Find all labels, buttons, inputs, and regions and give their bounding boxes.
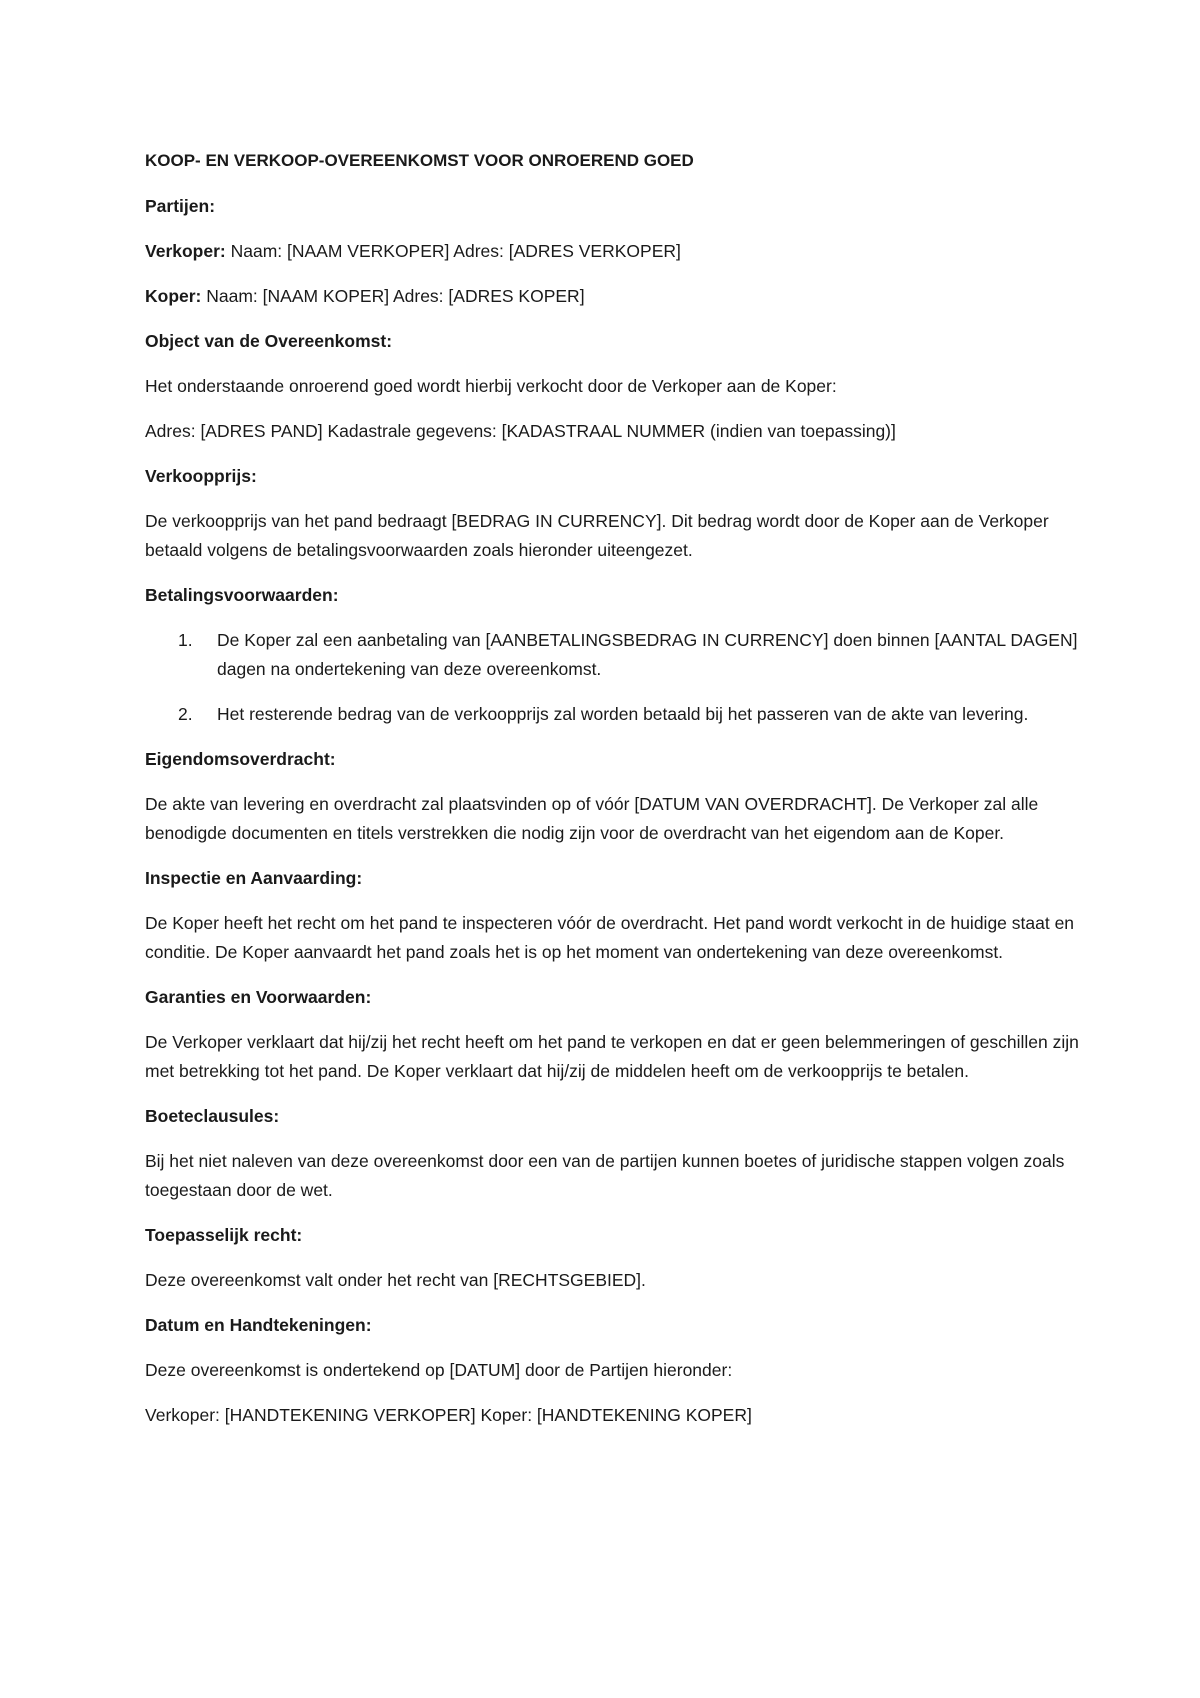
- list-item-text: Het resterende bedrag van de verkoopprijs zal worden betaald bij het passeren van de akte van levering.: [217, 704, 1029, 724]
- document-title: KOOP- EN VERKOOP-OVEREENKOMST VOOR ONROEREND GOED: [145, 151, 694, 170]
- list-number: 1.: [178, 630, 193, 650]
- heading-inspection: Inspectie en Aanvaarding:: [145, 868, 363, 888]
- document-page: [145, 140, 1080, 1446]
- seller-label: Verkoper:: [145, 241, 226, 261]
- list-item-text: De Koper zal een aanbetaling van [AANBETALINGSBEDRAG IN CURRENCY] doen binnen [AANTAL DAGEN] dagen na ondertekening van deze overeenkomst.: [217, 630, 1078, 679]
- list-number: 2.: [178, 704, 193, 724]
- buyer-line: [145, 282, 1080, 311]
- heading-parties: Partijen:: [145, 196, 216, 216]
- signatures-sign-text: Verkoper: [HANDTEKENING VERKOPER] Koper: [HANDTEKENING KOPER]: [145, 1405, 752, 1425]
- heading-law: Toepasselijk recht:: [145, 1225, 303, 1245]
- heading-transfer: Eigendomsoverdracht:: [145, 749, 336, 769]
- list-item: [145, 700, 1080, 729]
- law-text: Deze overeenkomst valt onder het recht van [RECHTSGEBIED].: [145, 1270, 646, 1290]
- buyer-text: Naam: [NAAM KOPER] Adres: [ADRES KOPER]: [201, 286, 585, 306]
- inspection-text: De Koper heeft het recht om het pand te inspecteren vóór de overdracht. Het pand wordt verkocht in de huidige staat en conditie. De Koper aanvaardt het pand zoals het is op het moment van ondertekening van deze overeenkomst.: [145, 913, 1075, 962]
- heading-warranties: Garanties en Voorwaarden:: [145, 987, 372, 1007]
- transfer-text: De akte van levering en overdracht zal plaatsvinden op of vóór [DATUM VAN OVERDRACHT]. De Verkoper zal alle benodigde documenten en titels verstrekken die nodig zijn voor de overdracht van het eigendom aan de Koper.: [145, 794, 1039, 843]
- list-item: [145, 626, 1080, 684]
- signatures-date-text: Deze overeenkomst is ondertekend op [DATUM] door de Partijen hieronder:: [145, 1360, 733, 1380]
- heading-payment: Betalingsvoorwaarden:: [145, 585, 339, 605]
- heading-price: Verkoopprijs:: [145, 466, 257, 486]
- penalties-text: Bij het niet naleven van deze overeenkomst door een van de partijen kunnen boetes of juridische stappen volgen zoals toegestaan door de wet.: [145, 1151, 1065, 1200]
- heading-signatures: Datum en Handtekeningen:: [145, 1315, 372, 1335]
- seller-line: [145, 237, 1080, 266]
- heading-penalties: Boeteclausules:: [145, 1106, 280, 1126]
- buyer-label: Koper:: [145, 286, 202, 306]
- object-address: Adres: [ADRES PAND] Kadastrale gegevens: [KADASTRAAL NUMMER (indien van toepassing)]: [145, 421, 896, 441]
- payment-list: [145, 626, 1080, 729]
- price-text: De verkoopprijs van het pand bedraagt [BEDRAG IN CURRENCY]. Dit bedrag wordt door de Koper aan de Verkoper betaald volgens de betalingsvoorwaarden zoals hieronder uiteengezet.: [145, 511, 1049, 560]
- seller-text: Naam: [NAAM VERKOPER] Adres: [ADRES VERKOPER]: [225, 241, 681, 261]
- heading-object: Object van de Overeenkomst:: [145, 331, 393, 351]
- object-intro: Het onderstaande onroerend goed wordt hierbij verkocht door de Verkoper aan de Koper:: [145, 376, 837, 396]
- warranties-text: De Verkoper verklaart dat hij/zij het recht heeft om het pand te verkopen en dat er geen belemmeringen of geschillen zijn met betrekking tot het pand. De Koper verklaart dat hij/zij de middelen heeft om de verkoopprijs te betalen.: [145, 1032, 1079, 1081]
